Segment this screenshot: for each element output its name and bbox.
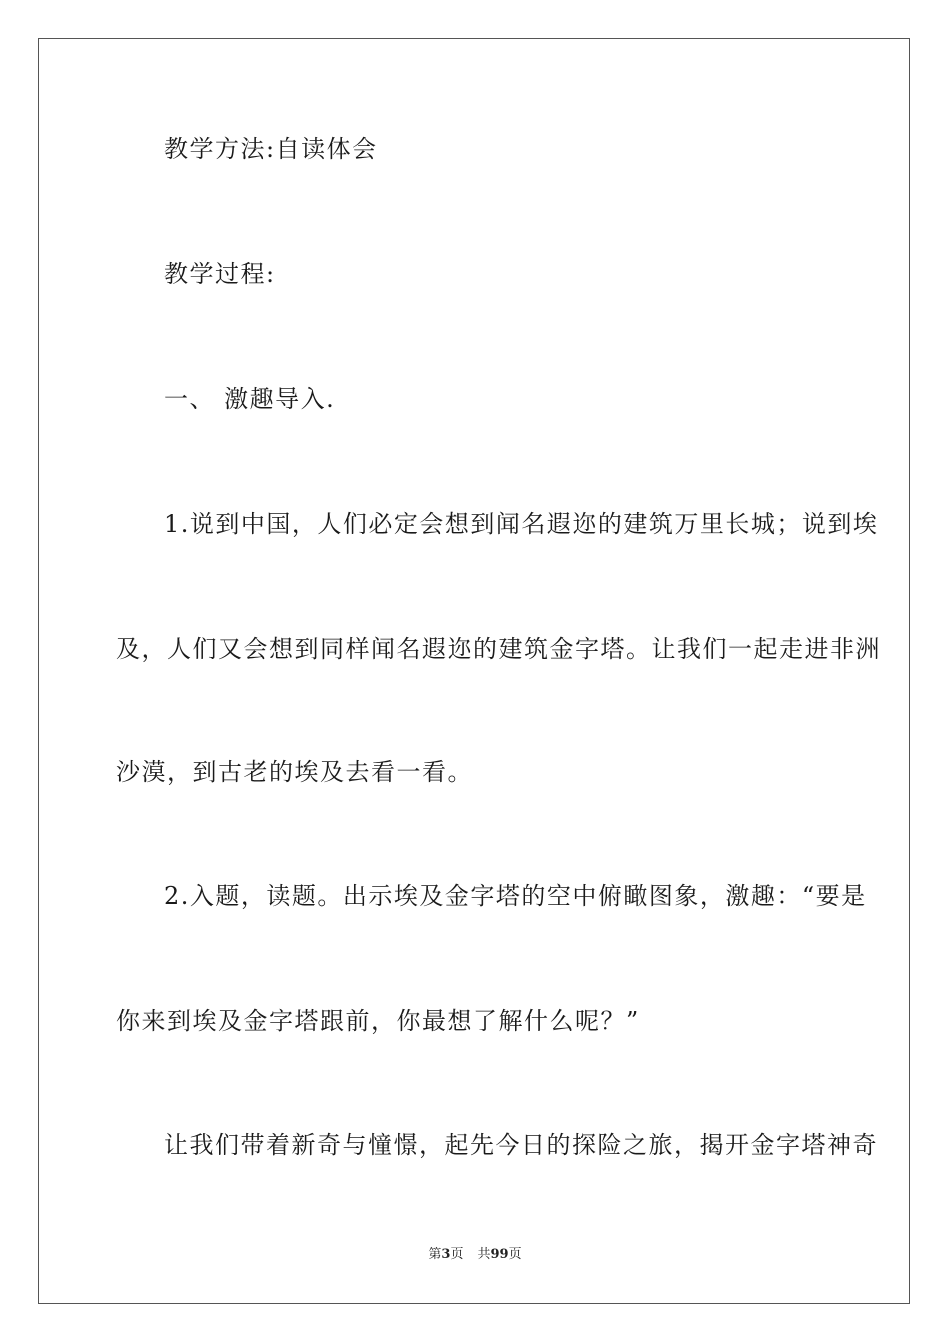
page-number: 3 — [441, 1247, 451, 1262]
paragraph-2-line-1: 2.入题，读题。出示埃及金字塔的空中俯瞰图象，激趣：“要是 — [164, 882, 867, 910]
page-prefix: 第 — [428, 1247, 442, 1262]
page-suffix: 页 — [450, 1247, 464, 1262]
teaching-method-line: 教学方法:自读体会 — [164, 135, 378, 163]
section-heading-1: 一、 激趣导入. — [164, 385, 336, 413]
paragraph-2-line-2: 你来到埃及金字塔跟前，你最想了解什么呢？” — [116, 1007, 640, 1035]
total-suffix: 页 — [508, 1247, 522, 1262]
total-prefix: 共 — [477, 1247, 491, 1262]
paragraph-1-line-1: 1.说到中国，人们必定会想到闻名遐迩的建筑万里长城；说到埃 — [164, 510, 879, 538]
paragraph-1-line-2: 及，人们又会想到同样闻名遐迩的建筑金字塔。让我们一起走进非洲 — [116, 635, 881, 663]
page-border — [38, 38, 910, 1304]
total-pages: 99 — [490, 1247, 509, 1262]
paragraph-3-line-1: 让我们带着新奇与憧憬，起先今日的探险之旅，揭开金字塔神奇 — [164, 1131, 878, 1159]
paragraph-1-line-3: 沙漠，到古老的埃及去看一看。 — [116, 758, 473, 786]
teaching-process-heading: 教学过程: — [164, 260, 276, 288]
page-footer — [0, 1246, 950, 1264]
